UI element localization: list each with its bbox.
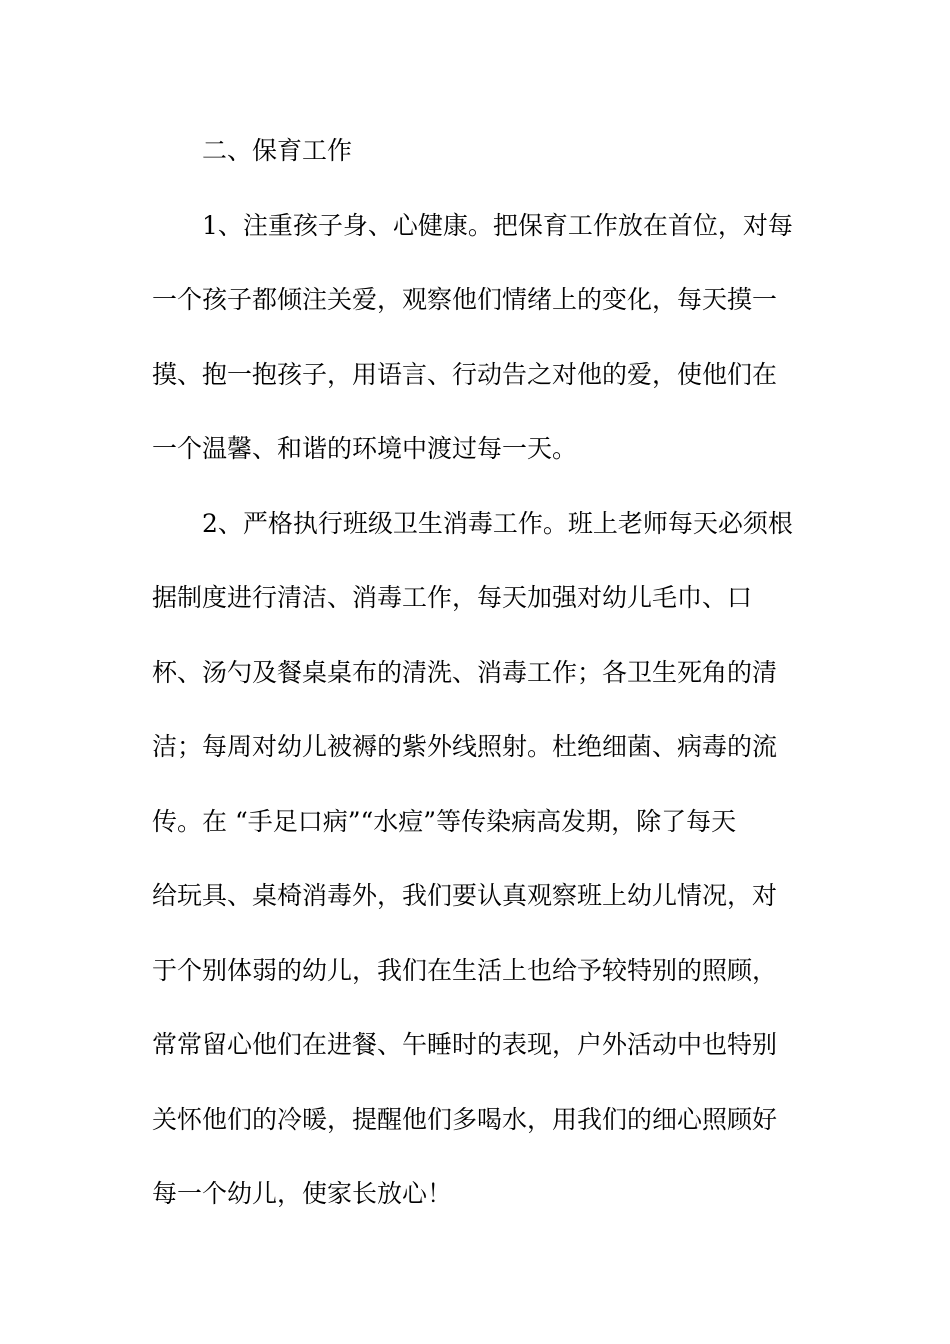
paragraph-line: 洁；每周对幼儿被褥的紫外线照射。杜绝细菌、病毒的流 [152, 732, 778, 761]
paragraph-line: 一个温馨、和谐的环境中渡过每一天。 [152, 434, 578, 463]
section-heading: 二、保育工作 [202, 136, 353, 165]
paragraph-2 [152, 487, 812, 1232]
paragraph-line: 传。在 “手足口病”“水痘”等传染病高发期，除了每天 [152, 806, 737, 836]
paragraph-line: 2、严格执行班级卫生消毒工作。班上老师每天必须根 [202, 508, 793, 538]
paragraph-line: 杯、汤勺及餐桌桌布的清洗、消毒工作；各卫生死角的清 [152, 657, 778, 687]
paragraph-line: 1、注重孩子身、心健康。把保育工作放在首位，对每 [202, 210, 793, 240]
paragraph-line: 于个别体弱的幼儿，我们在生活上也给予较特别的照顾， [152, 955, 778, 985]
paragraph-1 [152, 189, 812, 487]
paragraph-line: 每一个幼儿，使家长放心！ [152, 1179, 453, 1208]
paragraph-line: 给玩具、桌椅消毒外，我们要认真观察班上幼儿情况，对 [152, 881, 778, 910]
document-body [152, 114, 812, 1232]
paragraph-line: 据制度进行清洁、消毒工作，每天加强对幼儿毛巾、口 [152, 583, 753, 612]
paragraph-line: 摸、抱一抱孩子，用语言、行动告之对他的爱，使他们在 [152, 359, 778, 389]
paragraph-line: 关怀他们的冷暖，提醒他们多喝水，用我们的细心照顾好 [152, 1104, 778, 1134]
paragraph-line: 常常留心他们在进餐、午睡时的表现，户外活动中也特别 [152, 1030, 778, 1059]
paragraph-line: 一个孩子都倾注关爱，观察他们情绪上的变化，每天摸一 [152, 285, 778, 314]
